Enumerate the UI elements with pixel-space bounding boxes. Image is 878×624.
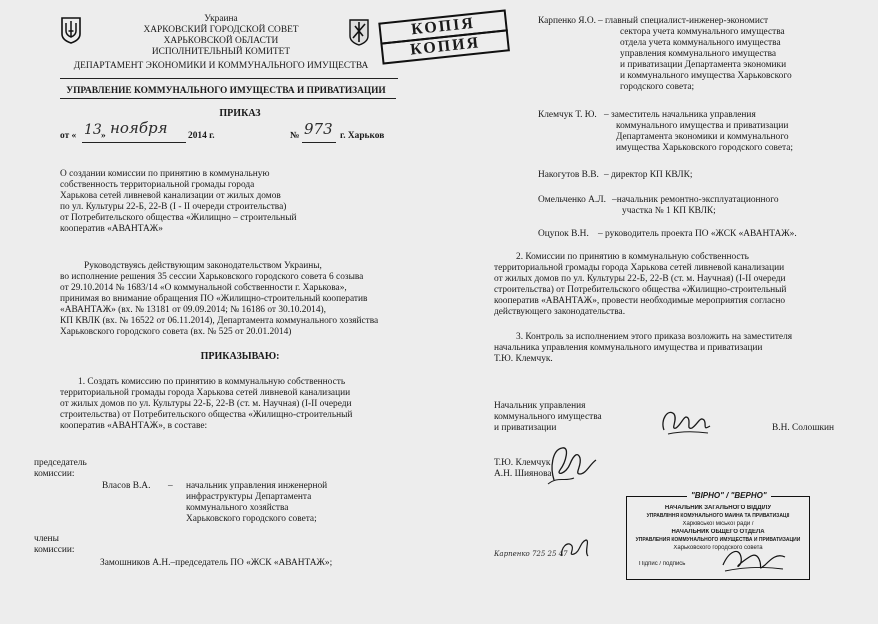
members-label: члены	[34, 534, 59, 544]
header-committee: ИСПОЛНИТЕЛЬНЫЙ КОМИТЕТ	[151, 47, 291, 57]
preamble-line: Харьковского городского совета (вх. № 525 от 20.01.2014)	[60, 327, 292, 337]
member-name: Оцупок В.Н.	[538, 229, 589, 239]
chair-role-line: инфраструктуры Департамента	[186, 492, 312, 502]
chair-label: комиссии:	[34, 469, 75, 479]
certified-stamp-title: "ВІРНО" / "ВЕРНО"	[687, 491, 771, 500]
member-role-line: отдела учета коммунального имущества	[620, 38, 781, 48]
subject-line: собственность территориальной громады города	[60, 180, 255, 190]
approval-name: А.Н. Шиянова	[494, 469, 552, 479]
header-council: ХАРКОВСКИЙ ГОРОДСКОЙ СОВЕТ	[143, 25, 299, 35]
clause2-line: от жилых домов по ул. Культуры 22-Б, 22-В (ст. м. Научная) (I-II очереди	[494, 274, 786, 284]
approval-signature	[540, 440, 600, 488]
chair-label: председатель	[34, 458, 87, 468]
order-from-label: от «	[60, 131, 77, 141]
certified-stamp-line: УПРАВЛІННЯ КОМУНАЛЬНОГО МАЙНА ТА ПРИВАТИЗАЦІЇ	[646, 513, 790, 519]
order-day-close: »	[101, 131, 106, 141]
preamble-line: Руководствуясь действующим законодательством Украины,	[84, 261, 322, 271]
preamble-line: во исполнение решения 35 сессии Харьковского городского совета 6 созыва	[60, 272, 364, 282]
order-month: ноября	[110, 119, 168, 137]
clause1-line: от жилых домов по ул. Культуры 22-Б, 22-В (ст. м. Научная) (I-II очереди	[60, 399, 352, 409]
order-date-underline	[82, 142, 186, 143]
certified-stamp-line: НАЧАЛЬНИК ЗАГАЛЬНОГО ВІДДІЛУ	[664, 505, 772, 511]
clause1-line: строительства) от Потребительского общества «Жилищно-строительный	[60, 410, 353, 420]
members-label: комиссии:	[34, 545, 75, 555]
chair-role-line: Харьковского городского совета;	[186, 514, 317, 524]
clause3-line: 3. Контроль за исполнением этого приказа возложить на заместителя	[516, 332, 793, 342]
certified-stamp-line: Харьковского городского совета	[673, 545, 763, 551]
clause2-line: кооператив «АВАНТАЖ», провести необходимые мероприятия согласно	[494, 296, 786, 306]
member-role-line: –начальник ремонтно-эксплуатационного	[612, 195, 779, 205]
kharkiv-emblem-icon	[348, 18, 370, 46]
certified-stamp-line: Підпис / подпись	[639, 561, 686, 567]
member-role-line: – руководитель проекта ПО «ЖСК «АВАНТАЖ».	[598, 229, 797, 239]
executor-signature	[558, 536, 592, 562]
member-name: Клемчук Т. Ю.	[538, 110, 597, 120]
member-role-line: – заместитель начальника управления	[604, 110, 756, 120]
subject-line: кооператив «АВАНТАЖ»	[60, 224, 163, 234]
clause3-line: начальника управления коммунального имущества и приватизации	[494, 343, 763, 353]
preamble-line: «АВАНТАЖ» (вх. № 13181 от 09.09.2014; № 16186 от 30.10.2014),	[60, 305, 326, 315]
member-name: Омельченко А.Л.	[538, 195, 606, 205]
director-signature	[658, 404, 714, 438]
order-number: 973	[304, 120, 333, 138]
header-region: ХАРЬКОВСКОЙ ОБЛАСТИ	[163, 36, 279, 46]
subject-line: Харькова сетей ливневой канализации от жилых домов	[60, 191, 281, 201]
clause2-line: строительства) от Потребительского общества «Жилищно-строительный	[494, 285, 787, 295]
clause1-line: 1. Создать комиссию по принятию в коммунальную собственность	[78, 377, 346, 387]
subject-line: по ул. Культуры 22-Б, 22-В (I - II очереди строительства)	[60, 202, 287, 212]
preamble-line: КП КВЛК (вх. № 16522 от 06.11.2014), Департамента коммунального хозяйства	[60, 316, 379, 326]
signatory-title-line: Начальник управления	[494, 401, 586, 411]
member-role-line: коммунального имущества и приватизации	[616, 121, 789, 131]
member-role-line: имущества Харьковского городского совета;	[616, 143, 794, 153]
member-name: Карпенко Я.О.	[538, 16, 596, 26]
signatory-name: В.Н. Солошкин	[772, 423, 835, 433]
member-role-line: и коммунального имущества Харьковского	[620, 71, 792, 81]
chair-dash: –	[168, 481, 173, 491]
member-name: Накогутов В.В.	[538, 170, 599, 180]
member-first: Замошников А.Н.–председатель ПО «ЖСК «АВАНТАЖ»;	[100, 558, 333, 568]
clause2-line: действующего законодательства.	[494, 307, 626, 317]
clause1-line: территориальной громады города Харькова сетей ливневой канализации	[60, 388, 351, 398]
header-country: Украина	[204, 14, 238, 24]
member-role-line: и приватизации Департамента экономики	[620, 60, 787, 70]
approval-name: Т.Ю. Клемчук	[494, 458, 551, 468]
member-role-line: участка № 1 КП КВЛК;	[622, 206, 716, 216]
clause2-line: территориальной громады города Харькова сетей ливневой канализации	[494, 263, 785, 273]
member-role-line: – директор КП КВЛК;	[604, 170, 693, 180]
header-divider-2	[60, 98, 396, 99]
member-role-line: управления коммунального имущества	[620, 49, 777, 59]
orders-heading: ПРИКАЗЫВАЮ:	[200, 351, 280, 362]
order-number-label: №	[290, 131, 300, 141]
certified-copy-stamp	[626, 491, 810, 580]
copy-stamp-line-2: КОПИЯ	[380, 29, 510, 64]
order-day: 13	[84, 122, 102, 138]
preamble-line: принимая во внимание обращения ПО «Жилищно-строительный кооператив	[60, 294, 368, 304]
ukraine-coat-of-arms-icon	[60, 16, 82, 44]
chair-role-line: коммунального хозяйства	[186, 503, 289, 513]
order-year: 2014 г.	[188, 131, 215, 141]
signatory-title-line: коммунального имущества	[494, 412, 602, 422]
certified-stamp-line: Харківської міської ради /	[682, 521, 754, 527]
clause1-line: кооператив «АВАНТАЖ», в составе:	[60, 421, 208, 431]
clause3-line: Т.Ю. Клемчук.	[494, 354, 553, 364]
subject-line: от Потребительского общества «Жилищно – строительный	[60, 213, 297, 223]
member-role-line: городского совета;	[620, 82, 695, 92]
copy-stamp-line-1: КОПІЯ	[378, 9, 508, 44]
certified-stamp-signature	[719, 543, 789, 575]
copy-stamp	[378, 9, 509, 62]
member-role-line: сектора учета коммунального имущества	[620, 27, 785, 37]
header-directorate: УПРАВЛЕНИЕ КОММУНАЛЬНОГО ИМУЩЕСТВА И ПРИВАТИЗАЦИИ	[66, 86, 386, 96]
clause2-line: 2. Комиссии по принятию в коммунальную собственность	[516, 252, 749, 262]
member-role-line: Департамента экономики и коммунального	[616, 132, 789, 142]
executor-line: Карпенко 725 25 47	[494, 550, 568, 558]
order-city: г. Харьков	[340, 131, 385, 141]
signatory-title-line: и приватизации	[494, 423, 557, 433]
certified-stamp-line: УПРАВЛЕНИЯ КОММУНАЛЬНОГО ИМУЩЕСТВА И ПРИВАТИЗАЦИИ	[635, 537, 801, 543]
header-department: ДЕПАРТАМЕНТ ЭКОНОМИКИ И КОММУНАЛЬНОГО ИМУЩЕСТВА	[73, 61, 369, 71]
header-divider	[60, 78, 398, 79]
preamble-line: от 29.10.2014 № 1683/14 «О коммунальной собственности г. Харькова»,	[60, 283, 347, 293]
chair-name: Власов В.А.	[102, 481, 151, 491]
member-role-line: – главный специалист-инженер-экономист	[598, 16, 769, 26]
chair-role-line: начальник управления инженерной	[186, 481, 328, 491]
order-number-underline	[302, 142, 336, 143]
subject-line: О создании комиссии по принятию в коммунальную	[60, 169, 270, 179]
certified-stamp-line: НАЧАЛЬНИК ОБЩЕГО ОТДЕЛА	[671, 529, 765, 535]
order-heading: ПРИКАЗ	[219, 108, 261, 119]
